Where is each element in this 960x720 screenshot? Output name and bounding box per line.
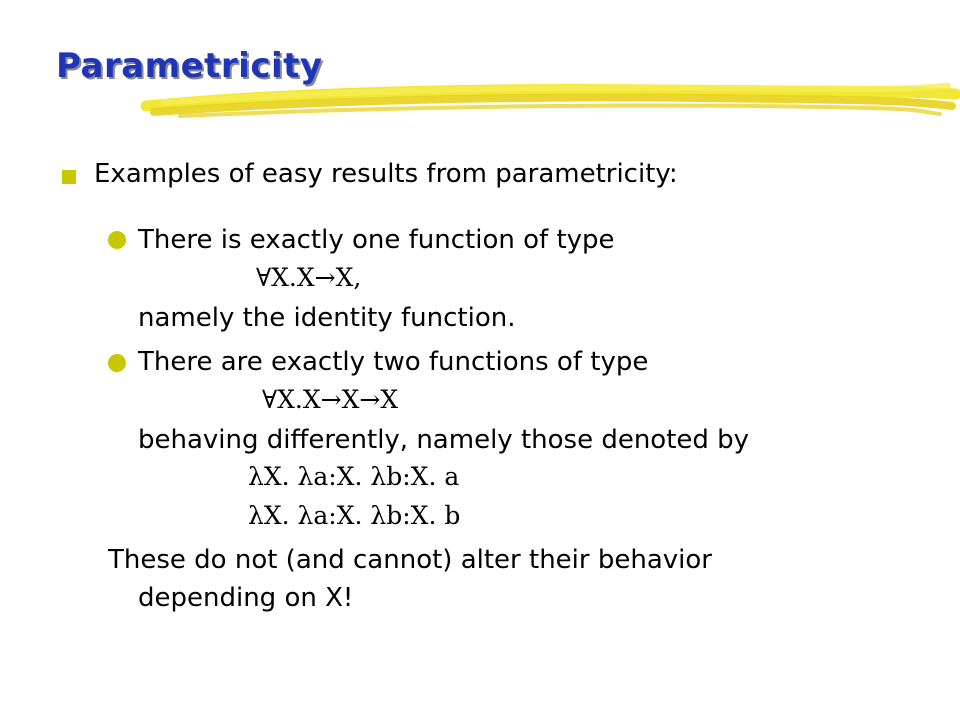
- conclusion-line2: depending on X!: [138, 583, 354, 613]
- bullet2-formula: ∀X.X→X→X: [262, 385, 399, 414]
- slide-title: Parametricity: [56, 46, 323, 86]
- round-bullet-icon: [108, 354, 126, 372]
- bullet1-formula: ∀X.X→X,: [256, 263, 362, 292]
- conclusion-line1: These do not (and cannot) alter their behavior: [108, 545, 712, 575]
- bullet2-term1: λX. λa:X. λb:X. a: [248, 462, 460, 491]
- bullet2-term2: λX. λa:X. λb:X. b: [248, 501, 461, 530]
- round-bullet-icon: [108, 231, 126, 249]
- square-bullet-icon: [62, 170, 76, 184]
- bullet2-line1: There are exactly two functions of type: [138, 347, 649, 377]
- title-highlighter-stroke: [140, 76, 960, 124]
- bullet1-line2: namely the identity function.: [138, 303, 516, 333]
- bullet1-line1: There is exactly one function of type: [138, 225, 615, 255]
- bullet2-line2: behaving differently, namely those denoted by: [138, 425, 750, 455]
- intro-text: Examples of easy results from parametricity:: [94, 159, 678, 189]
